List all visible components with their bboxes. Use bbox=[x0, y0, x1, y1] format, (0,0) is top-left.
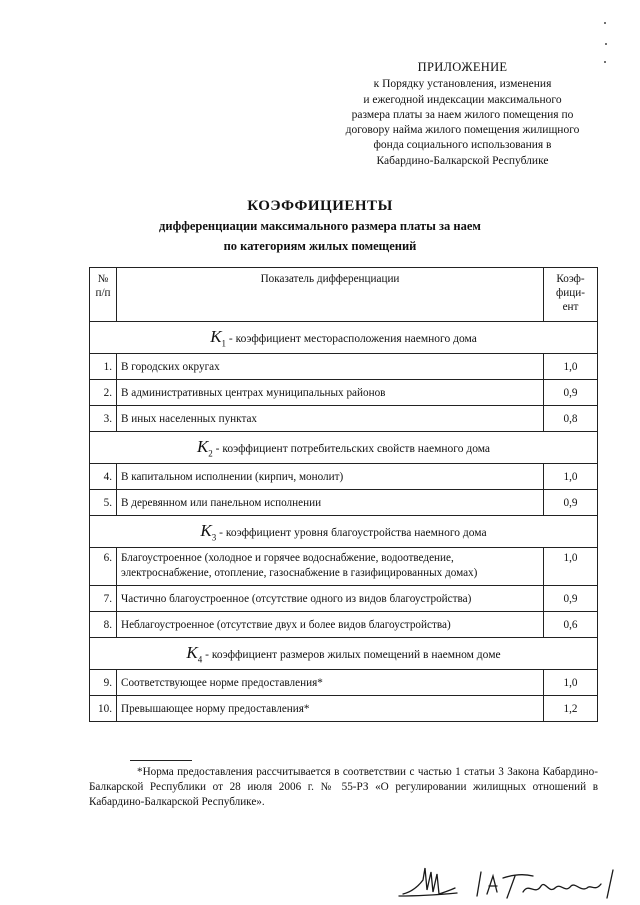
row-num: 5. bbox=[90, 490, 117, 516]
title-main: КОЭФФИЦИЕНТЫ bbox=[247, 198, 393, 214]
appendix-line: и ежегодной индексации максимального bbox=[363, 93, 562, 106]
table-row bbox=[90, 586, 598, 612]
row-text: В иных населенных пунктах bbox=[117, 406, 544, 432]
row-num: 10. bbox=[90, 696, 117, 722]
footnote: *Норма предоставления рассчитывается в соответствии с частью 1 статьи 3 Закона Кабардино-Балкарской Республики от 28 июля 2006 г. № 55-РЗ «О регулировании жилищных отношений в Кабардино-Балкарской Республике». bbox=[89, 766, 598, 808]
appendix-heading: ПРИЛОЖЕНИЕ bbox=[417, 60, 508, 74]
section-row bbox=[90, 516, 598, 548]
header-coef-line: фици- bbox=[556, 287, 585, 299]
row-num: 1. bbox=[90, 354, 117, 380]
row-num: 3. bbox=[90, 406, 117, 432]
row-num: 6. bbox=[90, 548, 117, 586]
section-row bbox=[90, 322, 598, 354]
row-value: 0,9 bbox=[544, 490, 598, 516]
section-text: - коэффициент размеров жилых помещений в наемном доме bbox=[205, 648, 501, 661]
table-row bbox=[90, 696, 598, 722]
row-value: 1,0 bbox=[544, 354, 598, 380]
table-row bbox=[90, 490, 598, 516]
row-text: В административных центрах муниципальных районов bbox=[117, 380, 544, 406]
table-row bbox=[90, 354, 598, 380]
table-row bbox=[90, 612, 598, 638]
row-num: 2. bbox=[90, 380, 117, 406]
header-num-line: п/п bbox=[95, 287, 111, 299]
row-num: 4. bbox=[90, 464, 117, 490]
row-value: 0,8 bbox=[544, 406, 598, 432]
row-value: 0,9 bbox=[544, 586, 598, 612]
table-header-row bbox=[90, 268, 598, 322]
row-value: 1,0 bbox=[544, 464, 598, 490]
coef-symbol: $K_1$ bbox=[210, 326, 227, 349]
appendix-line: размера платы за наем жилого помещения по bbox=[351, 108, 574, 121]
appendix-line: к Порядку установления, изменения bbox=[373, 78, 552, 91]
appendix-line: Кабардино-Балкарской Республике bbox=[376, 154, 549, 167]
section-text: - коэффициент уровня благоустройства наемного дома bbox=[219, 526, 487, 539]
row-text: Неблагоустроенное (отсутствие двух и более видов благоустройства) bbox=[117, 612, 544, 638]
table-row bbox=[90, 670, 598, 696]
row-num: 9. bbox=[90, 670, 117, 696]
section-cell bbox=[90, 322, 598, 354]
table-row bbox=[90, 406, 598, 432]
row-value: 1,2 bbox=[544, 696, 598, 722]
coefficients-table bbox=[89, 267, 598, 722]
row-value: 1,0 bbox=[544, 670, 598, 696]
footnote-divider bbox=[130, 760, 192, 761]
row-text: В городских округах bbox=[117, 354, 544, 380]
row-text: В деревянном или панельном исполнении bbox=[117, 490, 544, 516]
document-title bbox=[90, 198, 550, 255]
section-text: - коэффициент потребительских свойств наемного дома bbox=[215, 442, 491, 455]
row-value: 1,0 bbox=[544, 548, 598, 586]
row-value: 0,9 bbox=[544, 380, 598, 406]
row-text: Превышающее норму предоставления* bbox=[117, 696, 544, 722]
section-text: - коэффициент месторасположения наемного дома bbox=[228, 332, 477, 345]
section-cell bbox=[90, 638, 598, 670]
section-row bbox=[90, 638, 598, 670]
header-num bbox=[90, 268, 117, 322]
coef-symbol: $K_4$ bbox=[186, 642, 203, 665]
header-coef-line: ент bbox=[562, 301, 579, 313]
table-row bbox=[90, 464, 598, 490]
header-num-line: № bbox=[97, 273, 109, 285]
row-num: 8. bbox=[90, 612, 117, 638]
row-num: 7. bbox=[90, 586, 117, 612]
section-row bbox=[90, 432, 598, 464]
section-cell bbox=[90, 432, 598, 464]
row-value: 0,6 bbox=[544, 612, 598, 638]
row-text: Благоустроенное (холодное и горячее водоснабжение, водоотведение, электроснабжение, отопление, газоснабжение в газифицированных домах) bbox=[117, 548, 544, 586]
table-row bbox=[90, 548, 598, 586]
header-coef-line: Коэф- bbox=[556, 273, 585, 285]
row-text: Соответствующее норме предоставления* bbox=[117, 670, 544, 696]
coef-symbol: $K_2$ bbox=[196, 436, 213, 459]
row-text: Частично благоустроенное (отсутствие одного из видов благоустройства) bbox=[117, 586, 544, 612]
coef-symbol: $K_3$ bbox=[200, 520, 217, 543]
appendix-block bbox=[320, 60, 605, 169]
signature bbox=[395, 862, 625, 904]
appendix-line: договору найма жилого помещения жилищного bbox=[345, 124, 580, 137]
title-line: по категориям жилых помещений bbox=[223, 239, 417, 253]
header-indicator: Показатель дифференциации bbox=[117, 268, 544, 322]
header-coef bbox=[544, 268, 598, 322]
section-cell bbox=[90, 516, 598, 548]
appendix-line: фонда социального использования в bbox=[373, 139, 552, 152]
row-text: В капитальном исполнении (кирпич, монолит) bbox=[117, 464, 544, 490]
title-line: дифференциации максимального размера платы за наем bbox=[159, 219, 481, 233]
table-row bbox=[90, 380, 598, 406]
